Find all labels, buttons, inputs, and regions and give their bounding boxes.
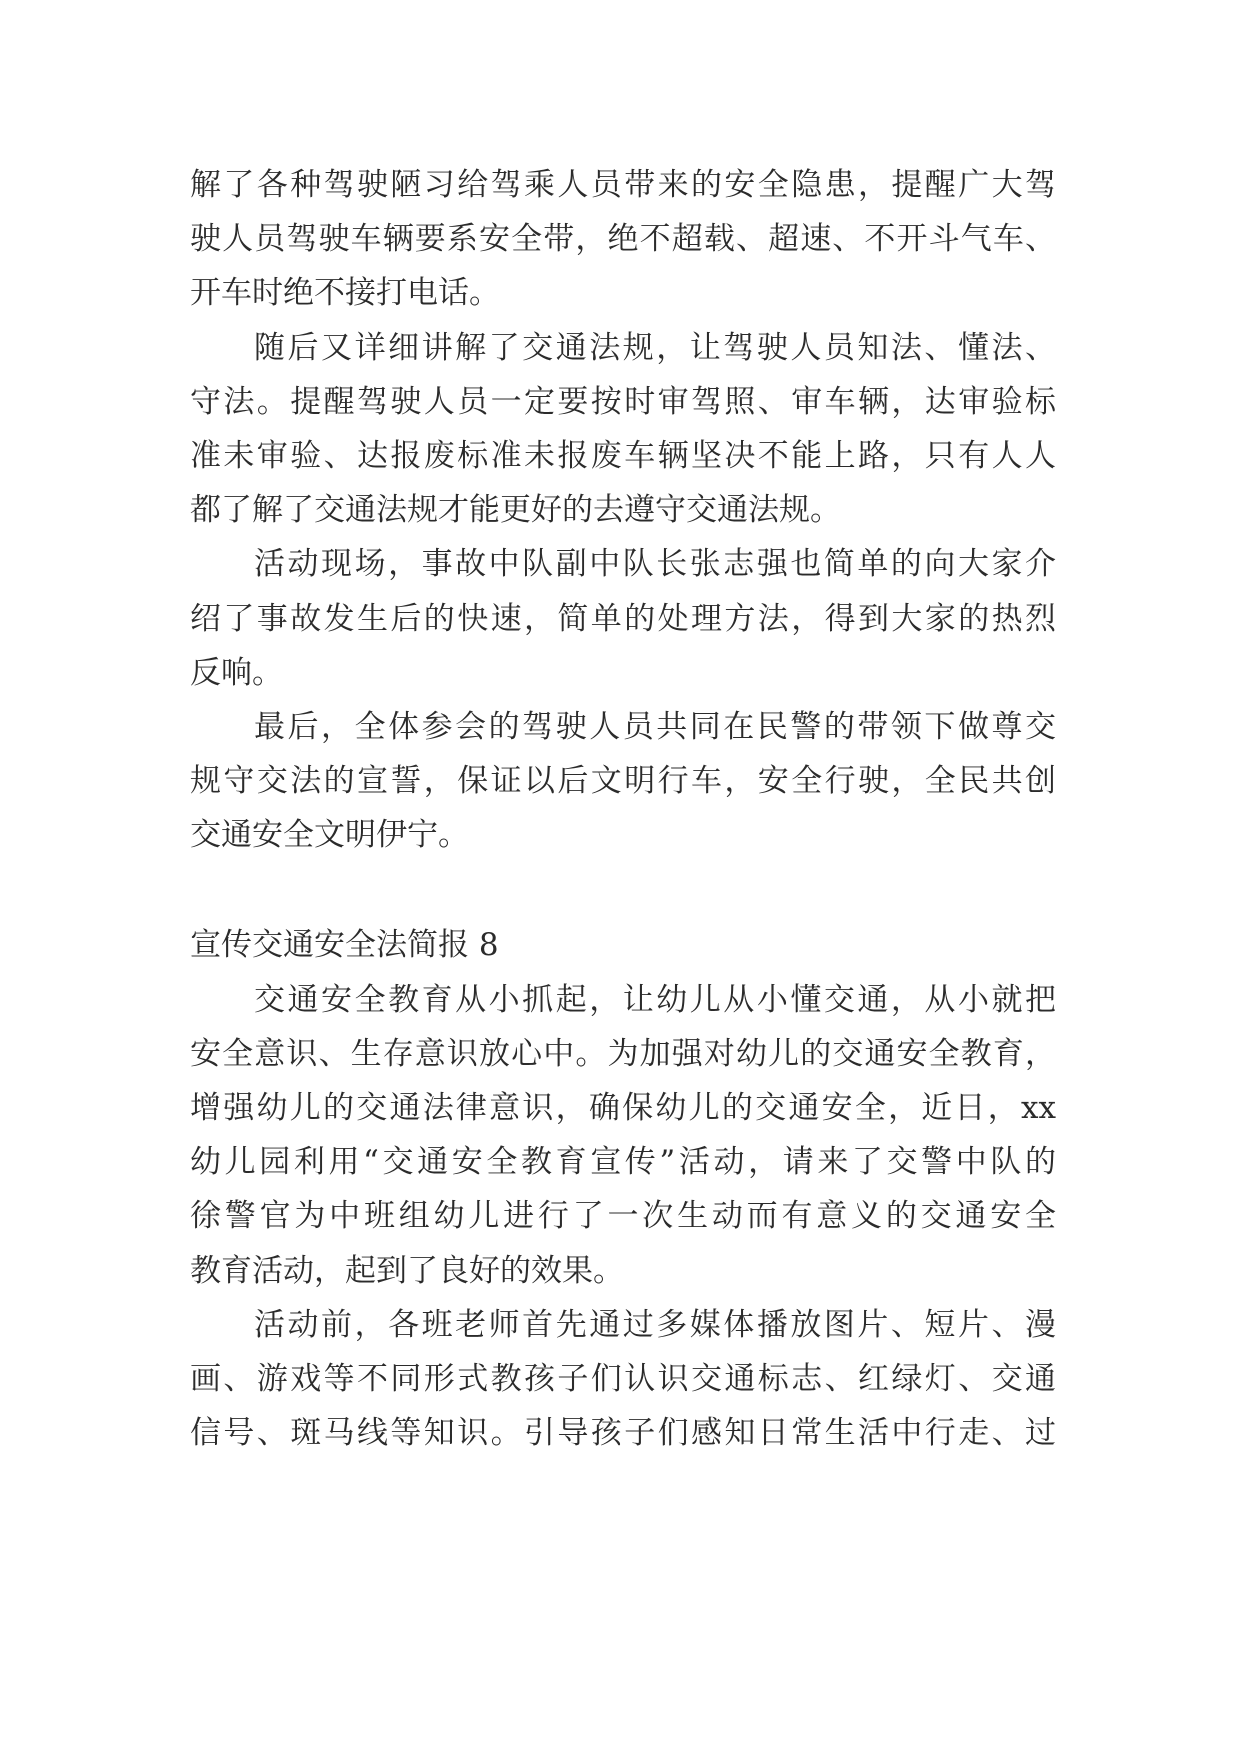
paragraph-3 [190, 537, 1056, 700]
text-line: 教育活动，起到了良好的效果。 [190, 1252, 624, 1289]
text-line: 随后又详细讲解了交通法规，让驾驶人员知法、懂法、 [254, 329, 1056, 366]
text-line: 交通安全教育从小抓起，让幼儿从小懂交通，从小就把 [254, 981, 1056, 1018]
text-line: 信号、斑马线等知识。引导孩子们感知日常生活中行走、过 [190, 1415, 1056, 1452]
text-line: 守法。提醒驾驶人员一定要按时审驾照、审车辆，达审验标 [190, 383, 1056, 420]
text-line: 活动前，各班老师首先通过多媒体播放图片、短片、漫 [254, 1306, 1056, 1343]
paragraph-6 [190, 1298, 1056, 1461]
body-text [190, 158, 1056, 1460]
text-line: 解了各种驾驶陋习给驾乘人员带来的安全隐患，提醒广大驾 [190, 167, 1056, 203]
paragraph-4 [190, 700, 1056, 863]
text-line: 最后，全体参会的驾驶人员共同在民警的带领下做尊交 [254, 708, 1056, 745]
section-gap [190, 862, 1056, 918]
text-line: 驶人员驾驶车辆要系安全带，绝不超载、超速、不开斗气车、 [190, 221, 1056, 258]
section-heading: 宣传交通安全法简报 8 [190, 927, 499, 964]
text-line: 交通安全文明伊宁。 [190, 817, 469, 854]
text-line: 幼儿园利用“交通安全教育宣传”活动，请来了交警中队的 [190, 1144, 1056, 1181]
paragraph-5 [190, 973, 1056, 1298]
text-line: 规守交法的宣誓，保证以后文明行车，安全行驶，全民共创 [190, 763, 1056, 800]
paragraph-1 [190, 158, 1056, 321]
text-line: 增强幼儿的交通法律意识，确保幼儿的交通安全，近日，xx [190, 1090, 1056, 1126]
text-line: 绍了事故发生后的快速，简单的处理方法，得到大家的热烈 [190, 600, 1056, 637]
text-line: 画、游戏等不同形式教孩子们认识交通标志、红绿灯、交通 [190, 1360, 1056, 1397]
text-line: 准未审验、达报废标准未报废车辆坚决不能上路，只有人人 [190, 437, 1056, 474]
text-line: 开车时绝不接打电话。 [190, 275, 500, 312]
text-line: 活动现场，事故中队副中队长张志强也简单的向大家介 [254, 546, 1056, 583]
paragraph-2 [190, 321, 1056, 538]
text-line: 安全意识、生存意识放心中。为加强对幼儿的交通安全教育， [190, 1035, 1056, 1072]
text-line: 反响。 [190, 654, 283, 691]
text-line: 都了解了交通法规才能更好的去遵守交通法规。 [190, 492, 841, 529]
text-line: 徐警官为中班组幼儿进行了一次生动而有意义的交通安全 [190, 1198, 1056, 1235]
